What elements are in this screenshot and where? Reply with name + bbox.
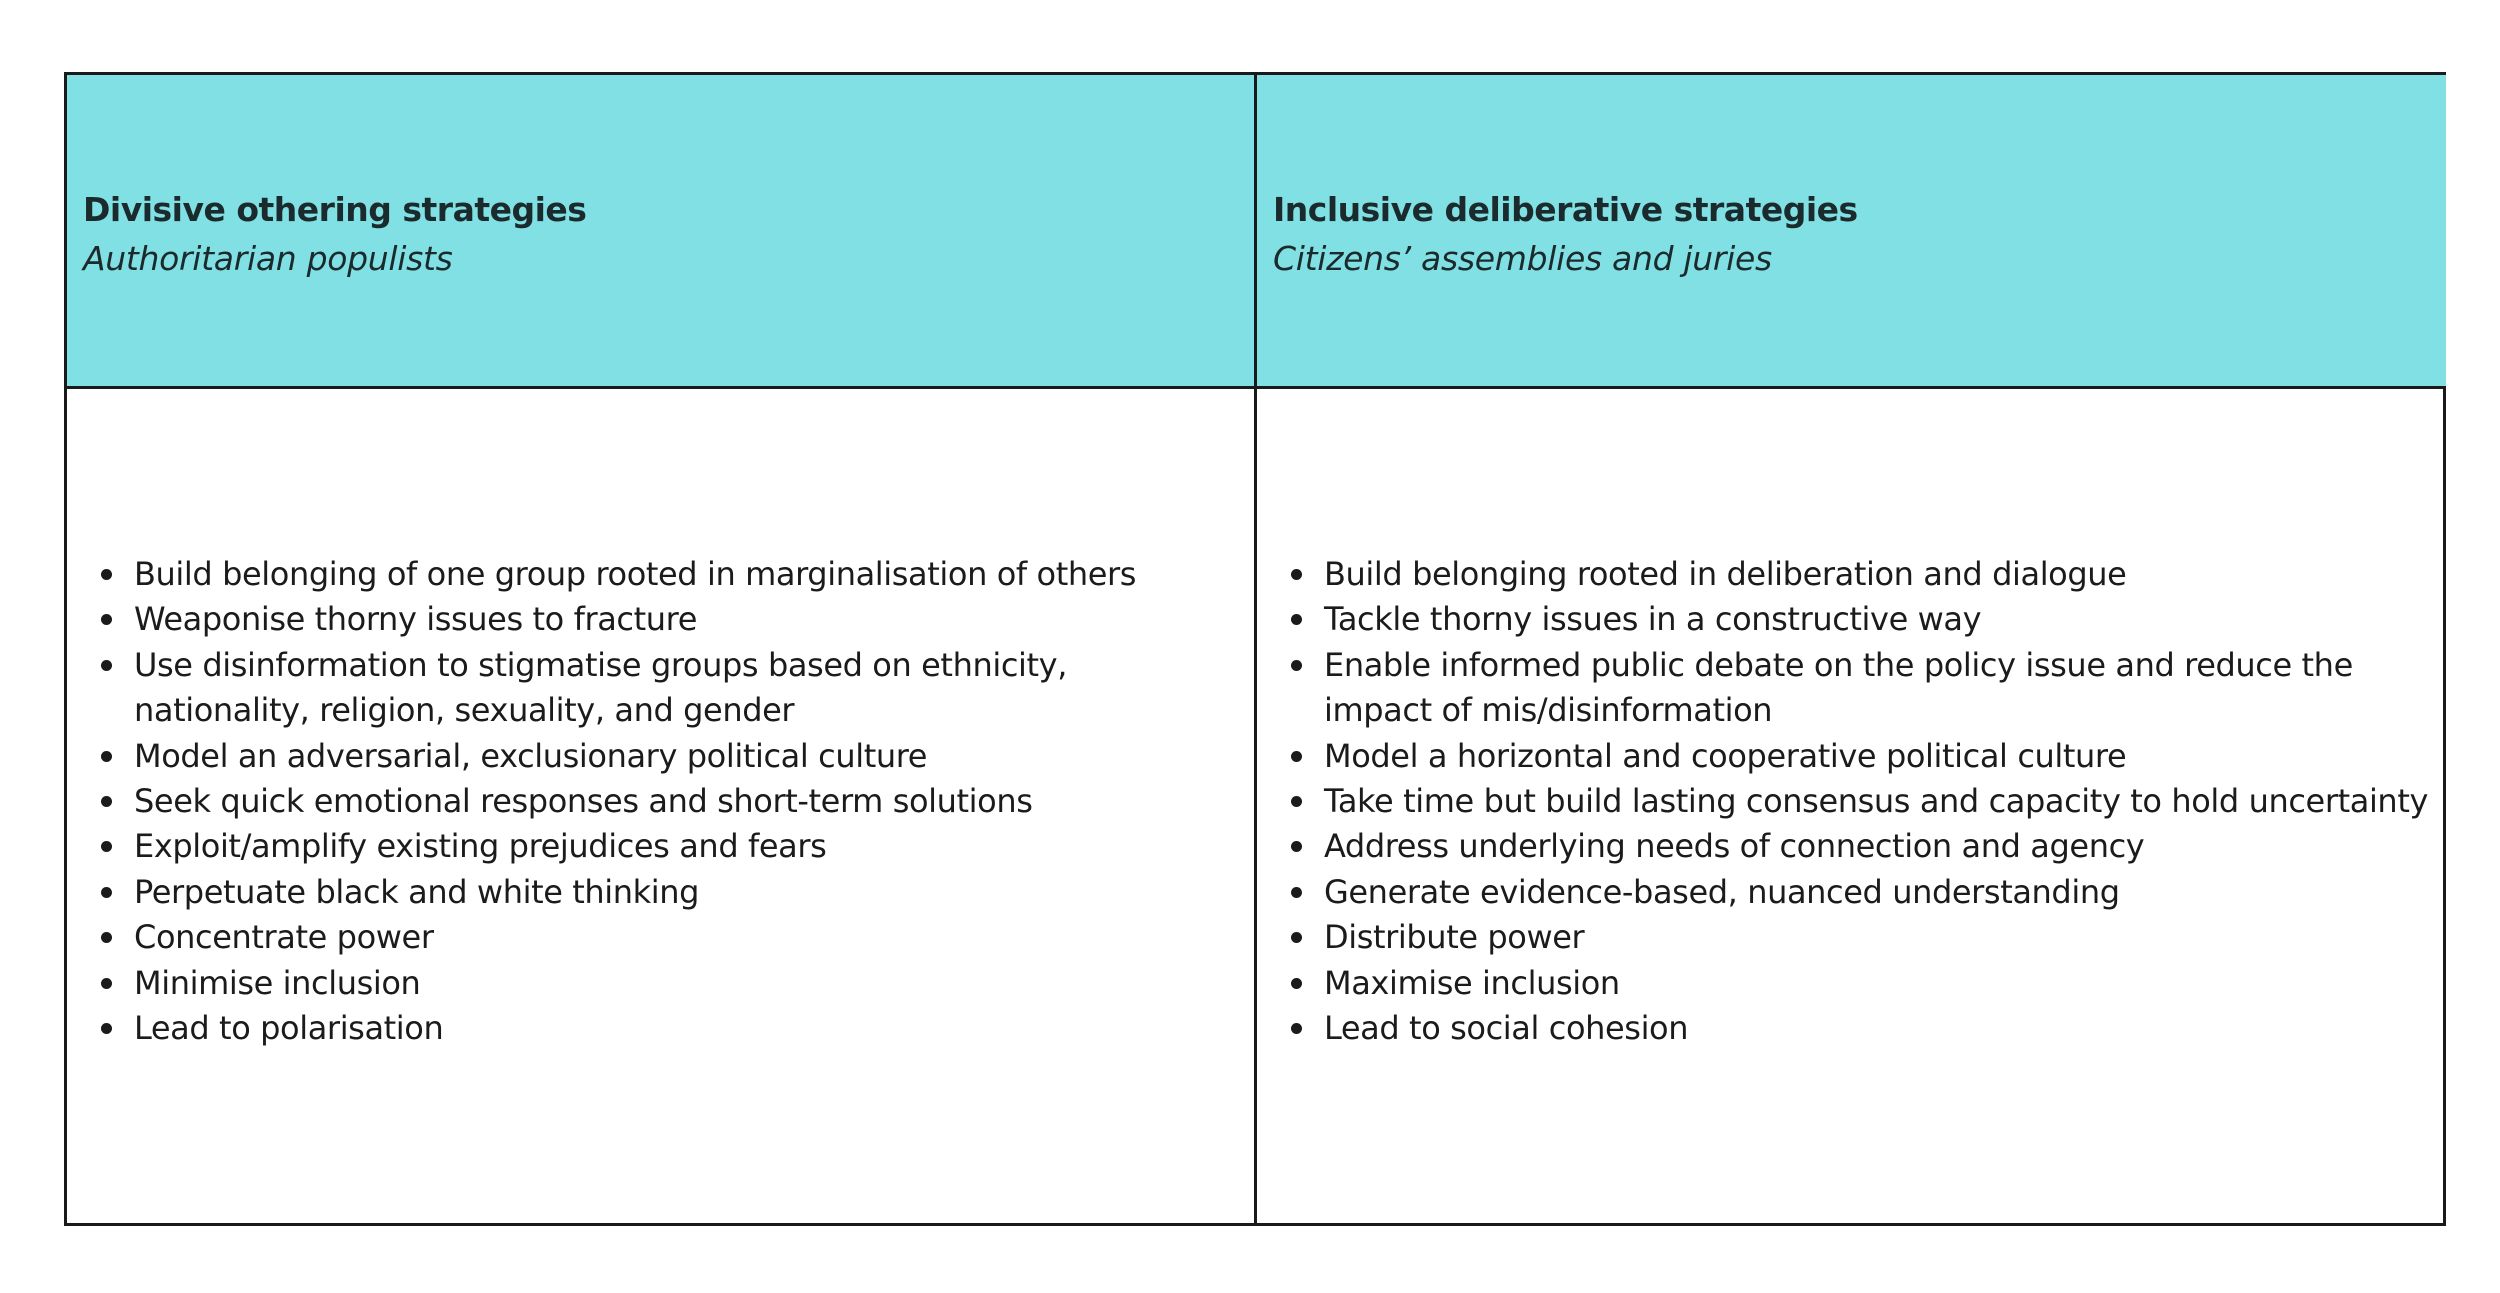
left-header-text (83, 185, 1238, 283)
bullet-icon (101, 978, 112, 989)
right-list-item (1257, 643, 2446, 734)
left-list-item (67, 824, 1254, 869)
right-list-item (1257, 552, 2446, 597)
left-list-item (67, 1006, 1254, 1051)
right-list-item (1257, 961, 2446, 1006)
left-list-item-text: Perpetuate black and white thinking (134, 872, 700, 911)
right-list-item-text: Model a horizontal and cooperative political culture (1324, 736, 2127, 775)
left-list-item-text: Build belonging of one group rooted in marginalisation of others (134, 555, 1137, 593)
bullet-icon (1291, 978, 1302, 989)
left-list-item-text: Lead to polarisation (134, 1009, 444, 1048)
right-list-item-text: Generate evidence-based, nuanced understanding (1324, 872, 2120, 911)
bullet-icon (1291, 887, 1302, 898)
bullet-icon (1291, 1023, 1302, 1034)
right-body-cell (1257, 389, 2446, 1226)
right-list-item-text: Tackle thorny issues in a constructive way (1324, 600, 1982, 639)
left-list-item-text: Exploit/amplify existing prejudices and fears (134, 827, 827, 866)
left-bullet-list (67, 552, 1254, 1051)
right-bullet-list (1257, 552, 2446, 1051)
right-list-item (1257, 734, 2446, 779)
left-list-item (67, 643, 1254, 734)
left-list-item-text: Concentrate power (134, 918, 434, 957)
left-column-title: Divisive othering strategies (83, 190, 587, 229)
left-list-item-text: Minimise inclusion (134, 963, 421, 1002)
left-column-subtitle: Authoritarian populists (83, 239, 453, 278)
bullet-icon (1291, 841, 1302, 852)
bullet-icon (101, 614, 112, 625)
left-list-item (67, 870, 1254, 915)
left-list-item (67, 779, 1254, 824)
right-list-item-text: Build belonging rooted in deliberation and dialogue (1324, 555, 2127, 593)
right-list-item-text: Distribute power (1324, 918, 1585, 957)
left-list-item-text: Use disinformation to stigmatise groups based on ethnicity, nationality, religion, sexuality, and gender (134, 645, 1067, 730)
right-list-item-text: Lead to social cohesion (1324, 1009, 1689, 1048)
right-list-item-text: Maximise inclusion (1324, 963, 1620, 1002)
left-list-item-text: Model an adversarial, exclusionary political culture (134, 736, 928, 775)
right-header-cell (1257, 75, 2446, 389)
bullet-icon (1291, 614, 1302, 625)
right-list-item-text: Address underlying needs of connection and agency (1324, 827, 2145, 866)
right-list-item-text: Enable informed public debate on the policy issue and reduce the impact of mis/disinformation (1324, 645, 2353, 730)
right-list-item (1257, 779, 2446, 824)
comparison-table (64, 72, 2446, 1226)
left-list-item (67, 734, 1254, 779)
left-body-cell (67, 389, 1257, 1226)
left-list-item (67, 597, 1254, 642)
bullet-icon (101, 1023, 112, 1034)
right-column-subtitle: Citizens’ assemblies and juries (1273, 239, 1772, 278)
bullet-icon (101, 887, 112, 898)
bullet-icon (101, 660, 112, 671)
bullet-icon (1291, 932, 1302, 943)
bullet-icon (1291, 796, 1302, 807)
right-list-item (1257, 1006, 2446, 1051)
right-column-title: Inclusive deliberative strategies (1273, 190, 1858, 229)
right-list-item (1257, 597, 2446, 642)
bullet-icon (1291, 660, 1302, 671)
bullet-icon (1291, 569, 1302, 580)
left-list-item-text: Weaponise thorny issues to fracture (134, 600, 697, 639)
right-list-item (1257, 870, 2446, 915)
left-list-item (67, 552, 1254, 597)
bullet-icon (101, 932, 112, 943)
left-list-item (67, 961, 1254, 1006)
bullet-icon (1291, 751, 1302, 762)
right-list-item (1257, 915, 2446, 960)
left-list-item-text: Seek quick emotional responses and short-term solutions (134, 782, 1033, 821)
left-header-cell (67, 75, 1257, 389)
bullet-icon (101, 841, 112, 852)
right-list-item-text: Take time but build lasting consensus and capacity to hold uncertainty (1324, 782, 2429, 821)
bullet-icon (101, 796, 112, 807)
bullet-icon (101, 569, 112, 580)
right-header-text (1273, 185, 2430, 283)
right-list-item (1257, 824, 2446, 869)
left-list-item (67, 915, 1254, 960)
bullet-icon (101, 751, 112, 762)
